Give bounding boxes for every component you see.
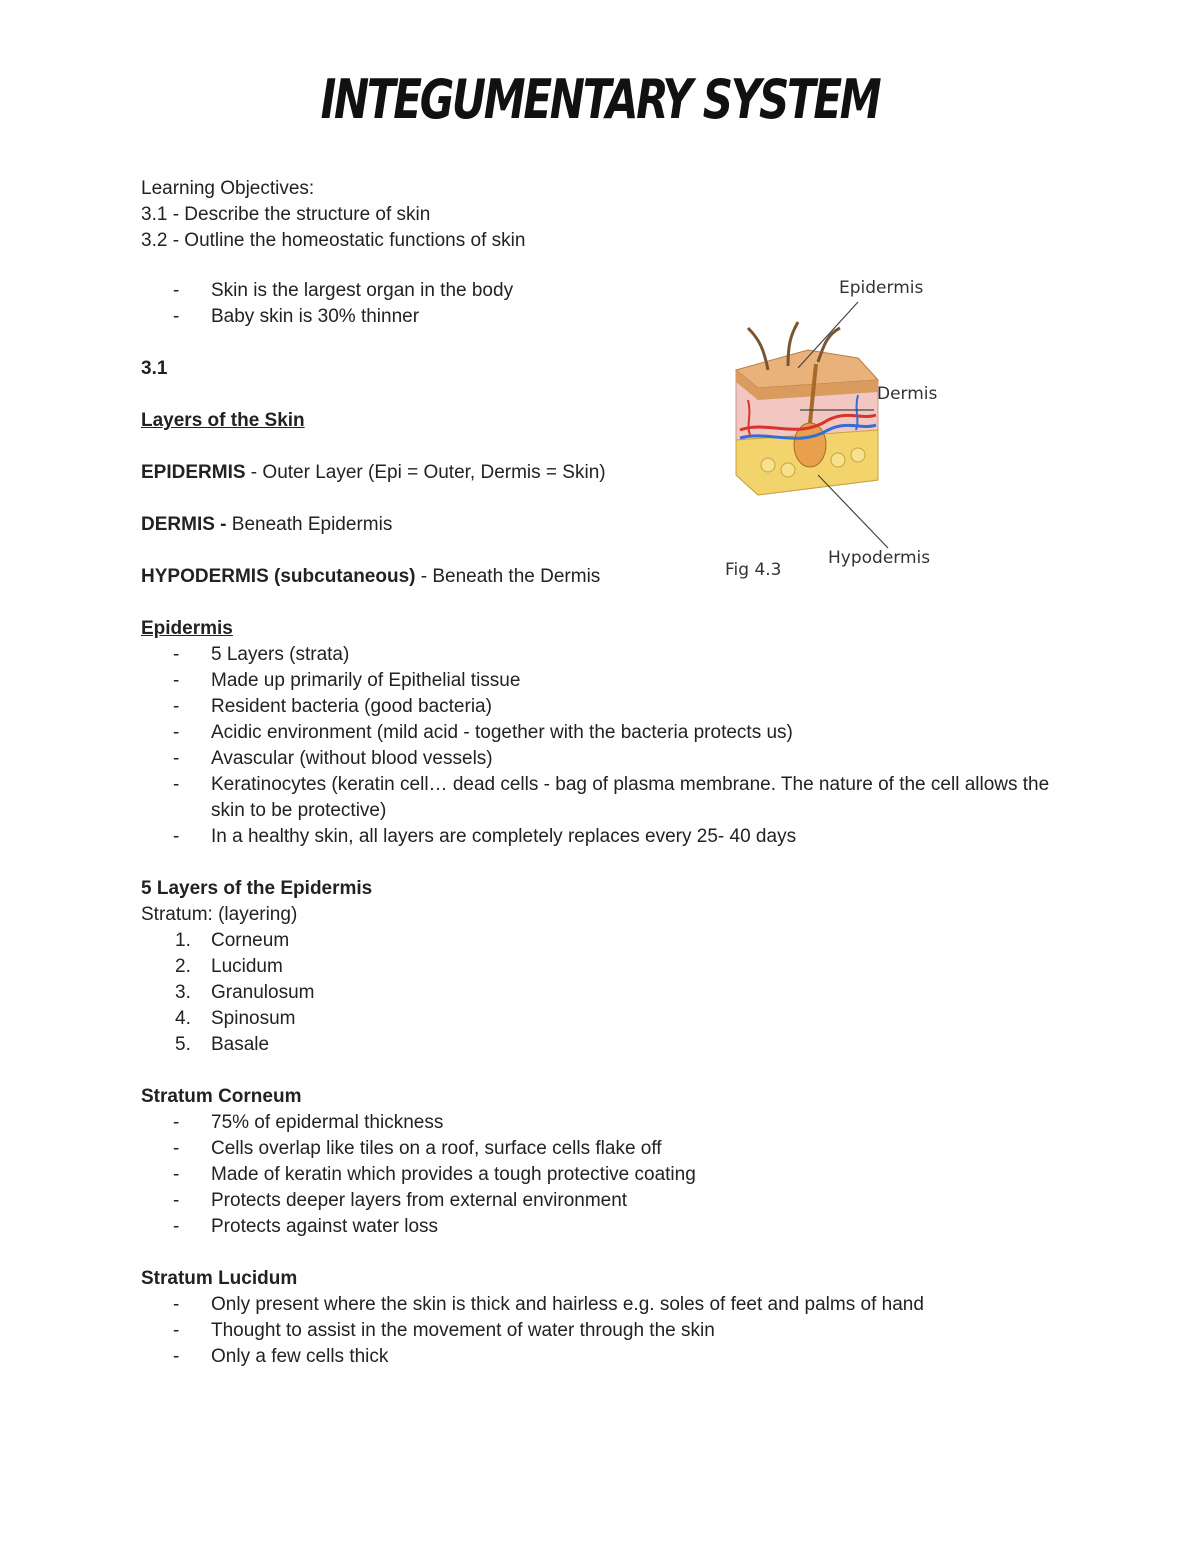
layers-heading: Layers of the Skin — [141, 410, 305, 431]
layer-epidermis: EPIDERMIS - Outer Layer (Epi = Outer, Dermis = Skin) — [141, 462, 606, 483]
list-item: 2. Lucidum — [175, 956, 283, 977]
intro-list — [141, 278, 1101, 330]
list-item: - Skin is the largest organ in the body — [173, 280, 514, 301]
skin-diagram — [688, 270, 948, 590]
list-item: 3. Granulosum — [175, 982, 315, 1003]
epidermis-list — [141, 642, 1101, 850]
document-body — [141, 176, 1101, 1370]
list-item: - Avascular (without blood vessels) — [173, 748, 493, 769]
corneum-list — [141, 1110, 1101, 1240]
list-item: - Only a few cells thick — [173, 1346, 389, 1367]
list-item: - Keratinocytes (keratin cell… dead cells - bag of plasma membrane. The nature of the cell allows the skin to be protective) — [173, 774, 1050, 821]
list-item: - Baby skin is 30% thinner — [173, 306, 420, 327]
list-item: - In a healthy skin, all layers are completely replaces every 25- 40 days — [173, 826, 797, 847]
list-item: - Made of keratin which provides a tough protective coating — [173, 1164, 696, 1185]
five-layers-subheading: Stratum: (layering) — [141, 904, 298, 925]
skin-illustration — [688, 270, 948, 590]
list-item: - 5 Layers (strata) — [173, 644, 350, 665]
five-layers-list — [141, 928, 1101, 1058]
label-epidermis: Epidermis — [839, 278, 924, 298]
corneum-heading: Stratum Corneum — [141, 1086, 302, 1107]
page-title: INTEGUMENTARY SYSTEM — [320, 68, 880, 131]
list-item: - Cells overlap like tiles on a roof, surface cells flake off — [173, 1138, 662, 1159]
list-item: - 75% of epidermal thickness — [173, 1112, 444, 1133]
five-layers-heading: 5 Layers of the Epidermis — [141, 878, 373, 899]
list-item: - Only present where the skin is thick and hairless e.g. soles of feet and palms of hand — [173, 1294, 924, 1315]
list-item: - Resident bacteria (good bacteria) — [173, 696, 492, 717]
objective-item: 3.1 - Describe the structure of skin — [141, 204, 431, 225]
list-item: 5. Basale — [175, 1034, 270, 1055]
list-item: - Made up primarily of Epithelial tissue — [173, 670, 521, 691]
list-item: - Thought to assist in the movement of water through the skin — [173, 1320, 715, 1341]
list-item: - Protects against water loss — [173, 1216, 439, 1237]
figure-caption: Fig 4.3 — [725, 560, 782, 580]
section-number: 3.1 — [141, 358, 168, 379]
label-hypodermis: Hypodermis — [828, 548, 931, 568]
lucidum-list — [141, 1292, 1101, 1370]
list-item: 1. Corneum — [175, 930, 290, 951]
list-item: 4. Spinosum — [175, 1008, 296, 1029]
epidermis-heading: Epidermis — [141, 618, 233, 639]
list-item: - Protects deeper layers from external environment — [173, 1190, 628, 1211]
label-dermis: Dermis — [877, 384, 938, 404]
objectives-heading: Learning Objectives: — [141, 178, 315, 199]
layer-dermis: DERMIS - Beneath Epidermis — [141, 514, 393, 535]
lucidum-heading: Stratum Lucidum — [141, 1268, 298, 1289]
objective-item: 3.2 - Outline the homeostatic functions of skin — [141, 230, 526, 251]
list-item: - Acidic environment (mild acid - together with the bacteria protects us) — [173, 722, 793, 743]
layer-hypodermis: HYPODERMIS (subcutaneous) - Beneath the Dermis — [141, 566, 601, 587]
